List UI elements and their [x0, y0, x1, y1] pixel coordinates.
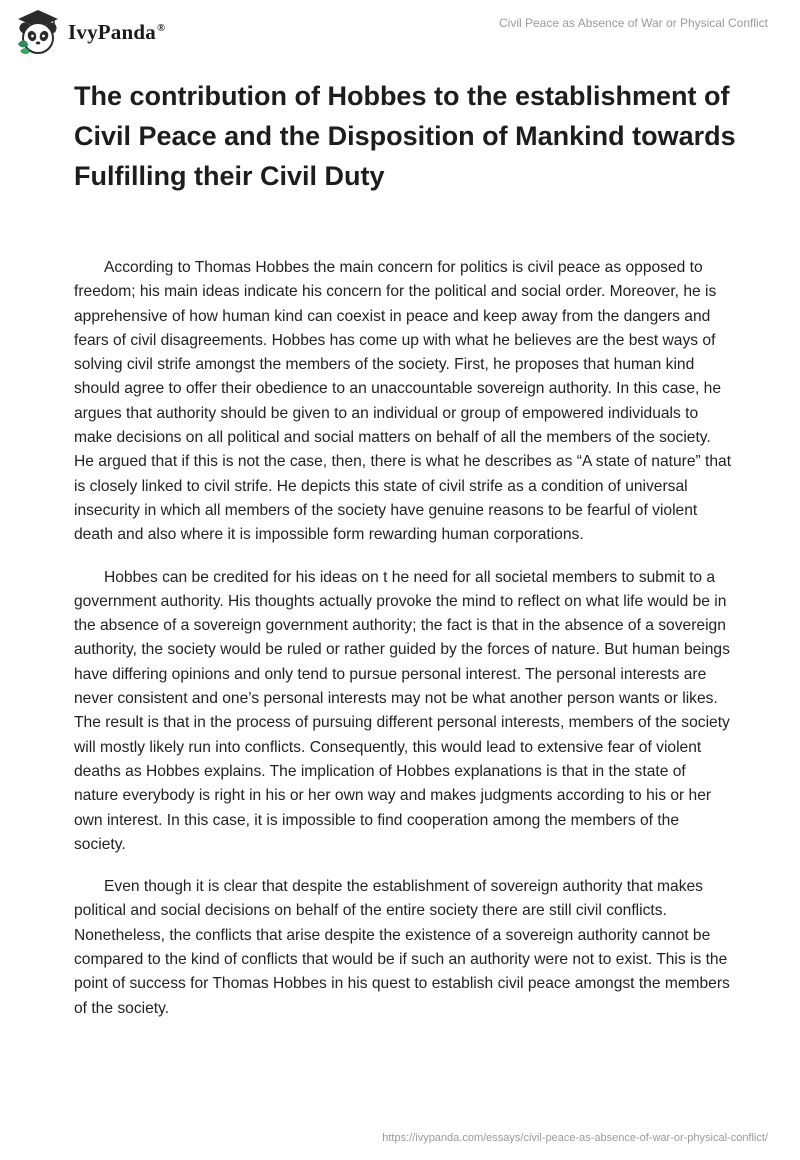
page-header: [0, 0, 800, 64]
ivypanda-logo[interactable]: [14, 8, 165, 56]
paragraph: Even though it is clear that despite the establishment of sovereign authority that makes political and social decisions on behalf of the entire society there are still civil conflicts. Nonetheless, the conflicts that arise despite the existence of a sovereign authority cannot be compared to the kind of conflicts that would be if such an authority were not to exist. This is the point of success for Thomas Hobbes in his quest to establish civil peace amongst the members of the society.: [74, 878, 730, 1017]
paragraph: Hobbes can be credited for his ideas on t he need for all societal members to submit to a government authority. His thoughts actually provoke the mind to reflect on what life would be in the absence of a sovereign government authority; the fact is that in the absence of a sovereign authority, the society would be ruled or rather guided by the forces of nature. But human beings have differing opinions and only tend to pursue personal interest. The personal interests are never consistent and one’s personal interests may not be what another person wants or likes. The result is that in the process of pursuing different personal interests, members of the society will mostly likely run into conflicts. Consequently, this would lead to extensive fear of violent deaths as Hobbes explains. The implication of Hobbes explanations is that in the state of nature everybody is right in his or her own way and makes judgments according to his or her own interest. In this case, it is impossible to find cooperation among the members of the society.: [74, 568, 730, 853]
brand-name: IvyPanda®: [68, 19, 166, 44]
panda-graduation-cap-icon: [14, 8, 62, 56]
document-title: Civil Peace as Absence of War or Physical Conflict: [499, 16, 768, 30]
source-url-link[interactable]: https://ivypanda.com/essays/civil-peace-as-absence-of-war-or-physical-conflict/: [382, 1132, 768, 1144]
paragraph: According to Thomas Hobbes the main concern for politics is civil peace as opposed to freedom; his main ideas indicate his concern for the political and social order. Moreover, he is apprehensive of how human kind can coexist in peace and keep away from the dangers and fears of civil disagreements. Hobbes has come up with what he believes are the best ways of solving civil strife amongst the members of the society. First, he proposes that human kind should agree to offer their obedience to an unaccountable sovereign authority. In this case, he argues that authority should be given to an individual or group of empowered individuals to make decisions on all political and social matters on behalf of all the members of the society. He argued that if this is not the case, then, there is what he describes as “A state of nature” that is closely linked to civil strife. He depicts this state of civil strife as a condition of universal insecurity in which all members of the society have genuine reasons to be fearful of violent death and also where it is impossible form rewarding human corporations.: [74, 259, 732, 544]
essay-body: [74, 256, 734, 1039]
essay-heading: The contribution of Hobbes to the establishment of Civil Peace and the Disposition of Mankind towards Fulfilling their Civil Duty: [74, 81, 736, 191]
